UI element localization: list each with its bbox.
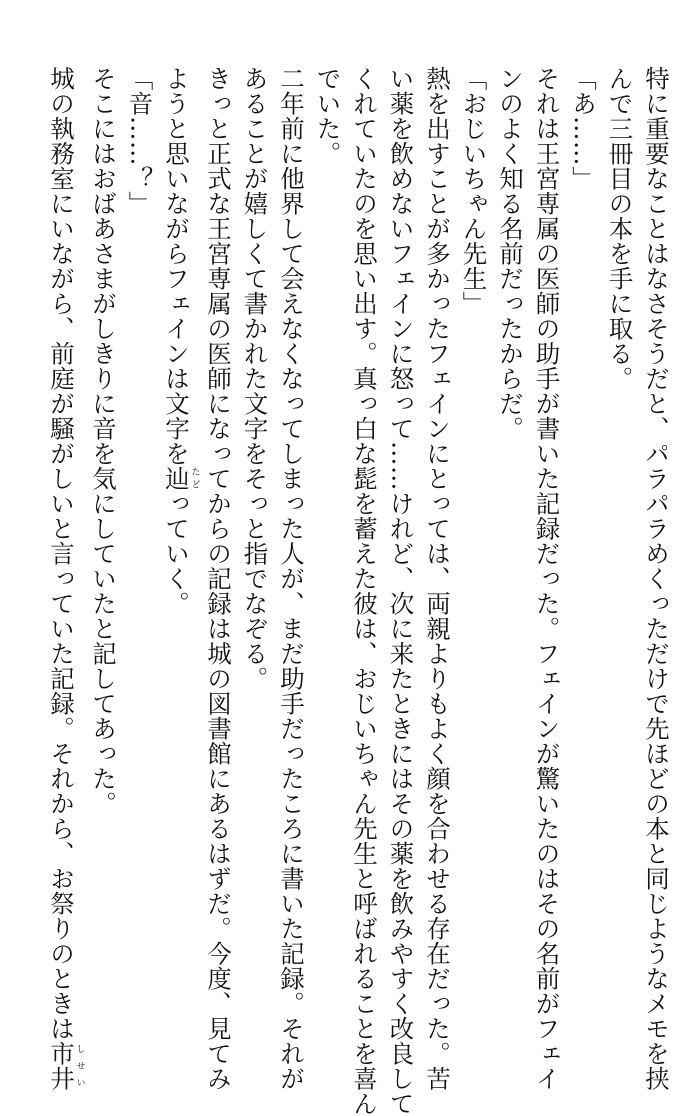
ruby-base-shisei: 市井 (47, 1041, 76, 1091)
text-line-8: い薬を飲めないフェインに怒って……けれど、次に来たときにはその薬を飲みやすく改良して (386, 66, 416, 1116)
ruby-reading-shisei: しせい (74, 1041, 85, 1091)
ruby-reading-tado: たど (189, 466, 200, 491)
text-line-3: 「あ……」 (569, 66, 598, 191)
text-line-14 (158, 66, 200, 966)
text-line-7: 熱を出すことが多かったフェインにとっては、両親よりもよく顔を合わせる存在だった。苦 (423, 66, 452, 1091)
text-line-1: 特に重要なことはなさそうだと、パラパラめくっただけで先ほどの本と同じようなメモを挟 (642, 66, 671, 1091)
text-line-9: くれていたのを思い出す。真っ白な髭を蓄えた彼は、おじいちゃん先生と呼ばれることを喜ん (350, 66, 379, 1116)
ruby-tado (162, 466, 200, 491)
vertical-text-body (43, 66, 675, 1116)
text-line-6: 「おじいちゃん先生」 (459, 66, 489, 316)
text-line-2: んで三冊目の本を手に取る。 (605, 66, 635, 391)
text-line-17 (43, 66, 85, 1091)
text-line-10: でいた。 (313, 66, 343, 166)
text-line-16: そこにはおばあさまがしきりに音を気にしていたと記してあった。 (89, 66, 118, 816)
text-line-15: 「音……？」 (125, 66, 155, 216)
ruby-shisei (47, 1041, 85, 1091)
text-line-11: 二年前に他界して会えなくなってしまった人が、まだ助手だったころに書いた記録。それが (277, 66, 306, 1091)
ruby-base-tado: 辿 (162, 466, 191, 491)
text-line-12: あることが嬉しくて書かれた文字をそっと指でなぞる。 (240, 66, 270, 691)
text-line-4: それは王宮専属の医師の助手が書いた記録だった。フェインが驚いたのはその名前がフェイ (532, 66, 562, 1091)
text-line-14-tail: っていく。 (162, 491, 191, 616)
text-line-14-head: ようと思いながらフェインは文字を (162, 66, 191, 466)
text-line-5: ンのよく知る名前だったからだ。 (496, 66, 525, 441)
text-line-13: きっと正式な王宮専属の医師になってからの記録は城の図書館にあるはずだ。今度、見てみ (204, 66, 233, 1091)
text-line-17-head: 城の執務室にいながら、前庭が騒がしいと言っていた記録。それから、お祭りのときは (47, 66, 76, 1041)
